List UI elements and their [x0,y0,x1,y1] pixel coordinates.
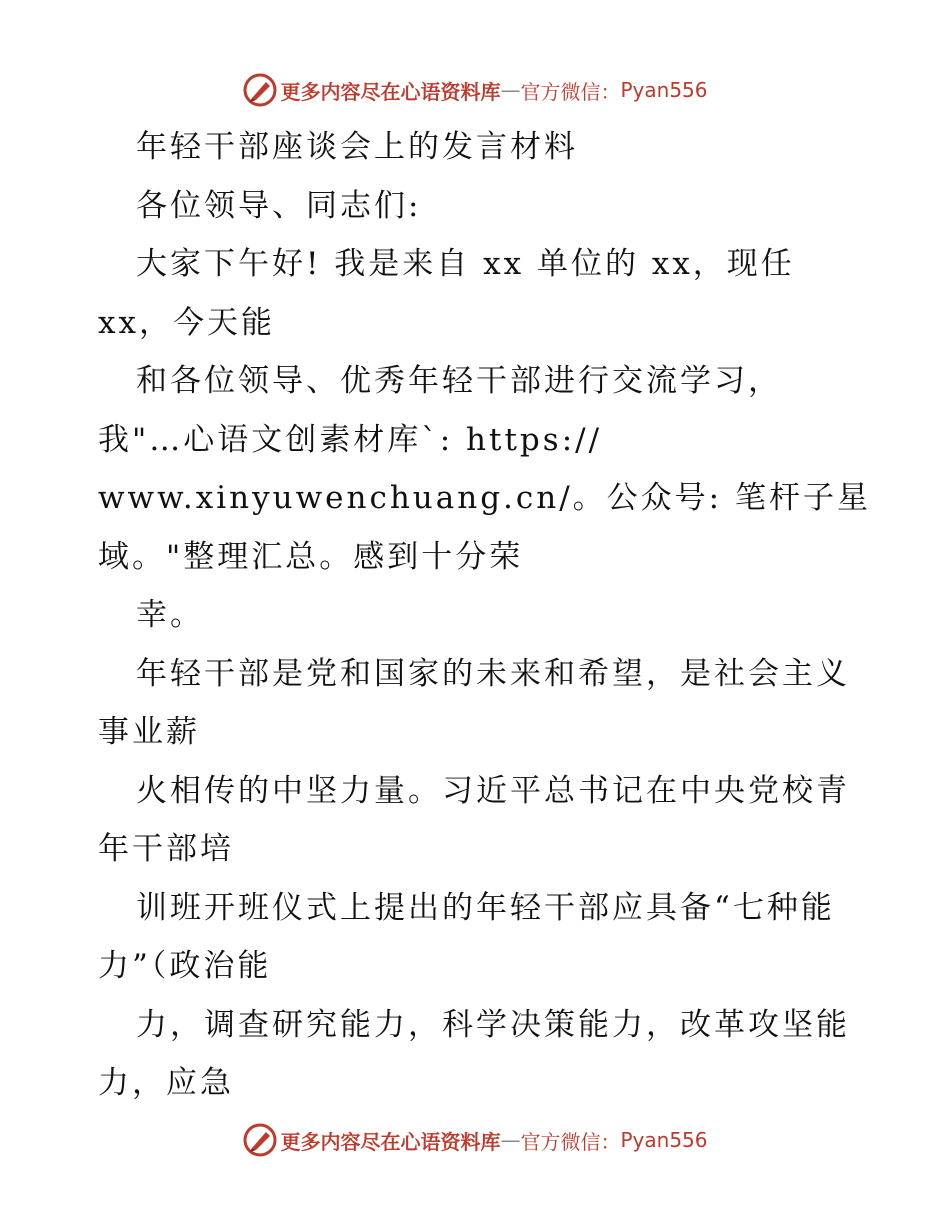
banner-dash: — [500,1128,521,1152]
banner-main-text: 更多内容尽在心语资料库 [280,79,501,104]
text-line: 域。"整理汇总。感到十分荣 [98,538,524,575]
pen-logo-icon [242,1122,278,1158]
text-line: 力”（政治能 [98,948,272,984]
banner-wechat-label: 官方微信： [520,79,621,104]
text-line: 火相传的中坚力量。习近平总书记在中央党校青 [136,772,850,809]
banner-wechat-label: 官方微信： [520,1129,621,1154]
header-watermark-banner [0,70,950,110]
text-line: 事业薪 [98,714,200,750]
text-line: 幸。 [136,597,204,633]
document-body [98,118,871,1113]
text-line: 年轻干部是党和国家的未来和希望，是社会主义 [136,655,850,692]
text-line: 和各位领导、优秀年轻干部进行交流学习， [136,363,782,399]
pen-logo-icon [242,72,278,108]
banner-main-text: 更多内容尽在心语资料库 [280,1129,501,1154]
text-line: xx，今天能 [98,304,275,341]
banner-wechat-id: Pyan556 [620,1128,708,1152]
text-line: 力，调查研究能力，科学决策能力，改革攻坚能 [136,1006,850,1043]
text-line: www.xinyuwenchuang.cn/。公众号: 笔杆子星 [98,480,871,516]
text-line: 年干部培 [98,831,234,867]
text-line: 我"…心语文创素材库`: https:// [98,421,603,458]
text-line: 大家下午好! 我是来自 xx 单位的 xx，现任 [136,246,795,282]
banner-wechat-id: Pyan556 [620,78,708,102]
salutation: 各位领导、同志们: [136,187,422,224]
document-title: 年轻干部座谈会上的发言材料 [136,129,578,165]
text-line: 训班开班仪式上提出的年轻干部应具备“七种能 [136,889,835,926]
text-line: 力，应急 [98,1065,234,1101]
footer-watermark-banner [0,1120,950,1160]
banner-dash: — [500,78,521,102]
